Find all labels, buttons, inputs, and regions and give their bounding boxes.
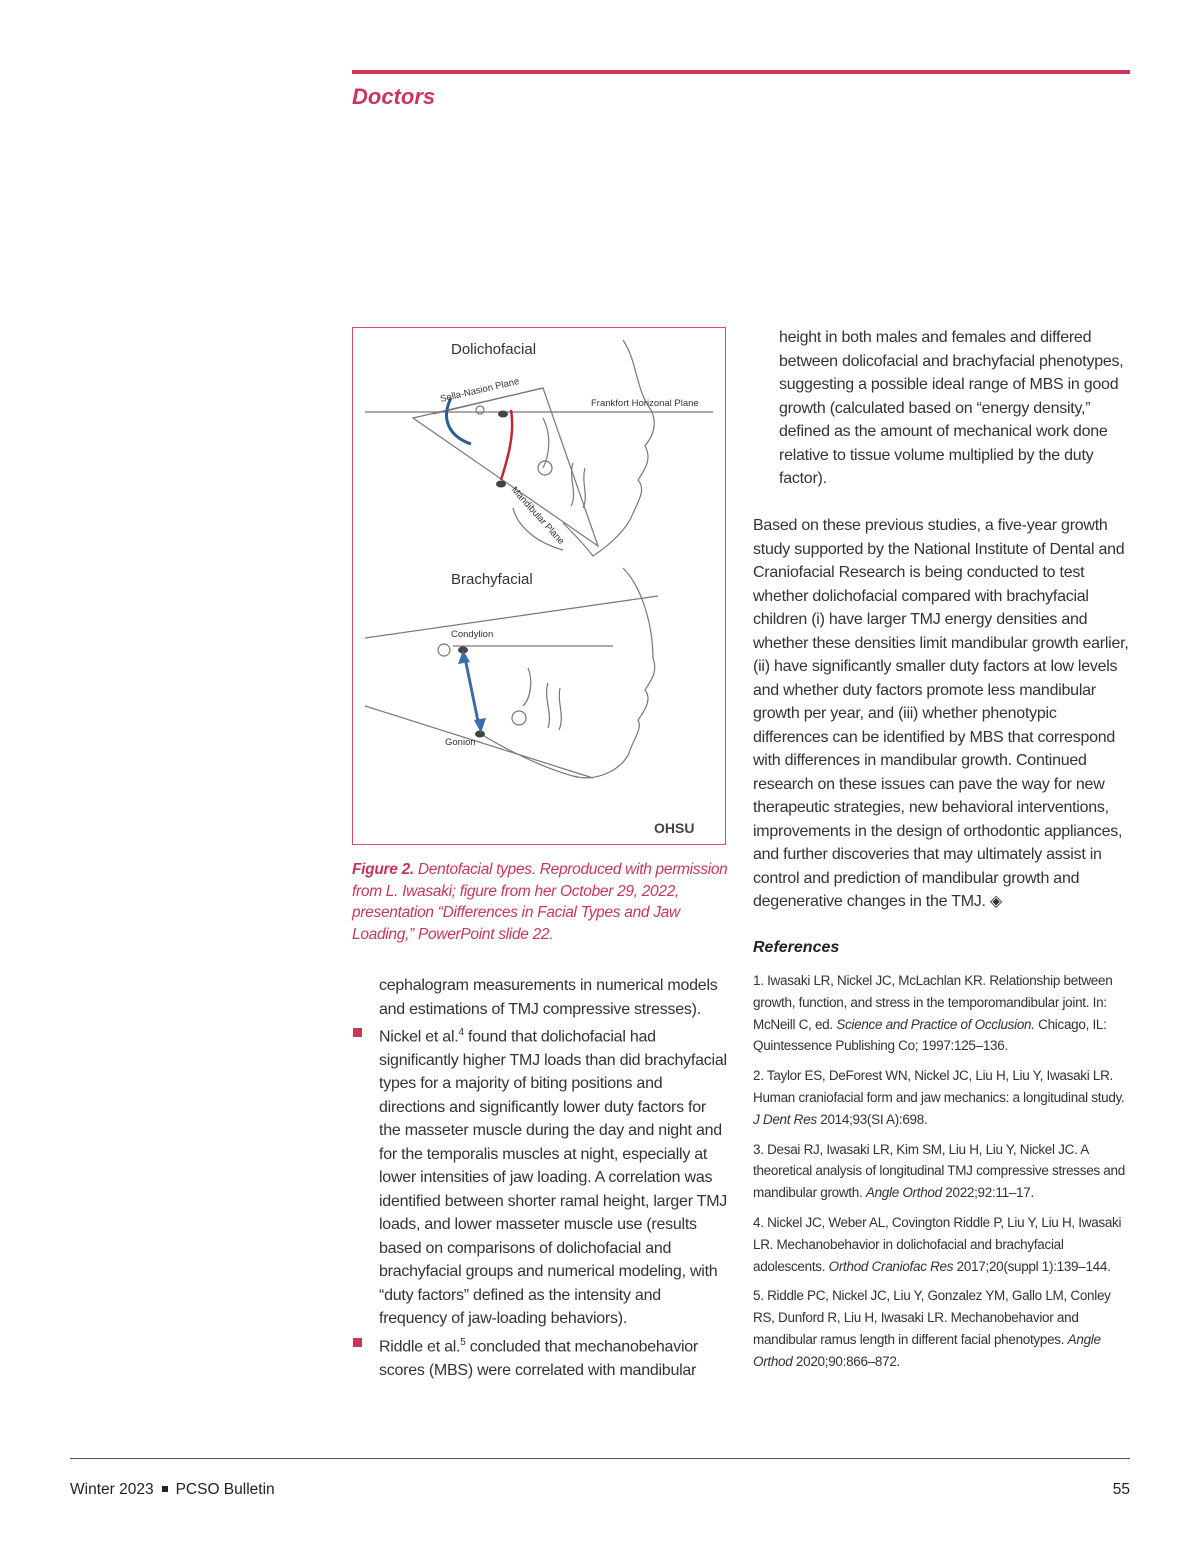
footer-title: PCSO Bulletin bbox=[175, 1481, 275, 1498]
footer-rule bbox=[70, 1458, 1130, 1459]
header-rule bbox=[352, 70, 1130, 74]
bullet-square-icon bbox=[353, 1338, 362, 1347]
right-paragraph bbox=[753, 514, 1131, 914]
footer-publication bbox=[70, 1481, 275, 1499]
brachy-profile bbox=[481, 568, 655, 778]
reference-item: 4. Nickel JC, Weber AL, Covington Riddle P, Liu Y, Liu H, Iwasaki LR. Mechanobehavior in dolichofacial and brachyfacial adolescents. Orthod Craniofac Res 2017;20(suppl 1):139–144. bbox=[753, 1214, 1122, 1274]
reference-item: 5. Riddle PC, Nickel JC, Liu Y, Gonzalez YM, Gallo LM, Conley RS, Dunford R, Liu H, Iwasaki LR. Mechanobehavior and mandibular ramus length in different facial phenotypes. Angle Orthod 2020;90:866–872. bbox=[753, 1288, 1111, 1369]
reference-item: 1. Iwasaki LR, Nickel JC, McLachlan KR. Relationship between growth, function, and stress in the temporomandibular joint. In: McNeill C, ed. Science and Practice of Occlusion. Chicago, IL: Quintessence Publishing Co; 1997:125–136. bbox=[753, 973, 1113, 1054]
bullet-nickel-text: found that dolichofacial had significantly higher TMJ loads than did brachyfacial types for a majority of biting positions and directions and significantly lower duty factors for the masseter muscle during the day and night and for the temporalis muscles at night, especially at lower intensities of jaw loading. A correlation was identified between shorter ramal height, larger TMJ loads, and lower masseter muscle use (results based on comparisons of dolichofacial and brachyfacial groups and numerical modeling, with “duty factors” defined as the intensity and frequency of jaw-loading behaviors). bbox=[379, 1028, 728, 1328]
sella-point bbox=[476, 406, 484, 414]
bullet-nickel bbox=[379, 1021, 731, 1331]
label-dolichofacial: Dolichofacial bbox=[451, 341, 537, 358]
figure-caption bbox=[352, 859, 732, 945]
gonion-point-dolicho bbox=[496, 481, 506, 488]
references-heading: References bbox=[753, 939, 840, 956]
footer-separator-icon bbox=[162, 1486, 168, 1492]
brachy-orbit bbox=[512, 711, 526, 725]
caption-text: Dentofacial types. Reproduced with permission from L. Iwasaki; figure from her October 29, 2022, presentation “Differences in Facial Types and Jaw Loading,” PowerPoint slide 22. bbox=[352, 861, 728, 943]
porion-point bbox=[498, 411, 508, 418]
caption-lead: Figure 2. bbox=[352, 861, 414, 878]
bullet-riddle bbox=[379, 1331, 731, 1382]
cephalogram-illustration bbox=[353, 328, 725, 844]
brachy-ramus bbox=[523, 668, 531, 706]
red-arc bbox=[501, 410, 512, 480]
bullet-riddle-text: concluded that mechanobehavior scores (MBS) were correlated with mandibular bbox=[379, 1338, 698, 1379]
brachy-ear bbox=[438, 644, 450, 656]
reference-item: 3. Desai RJ, Iwasaki LR, Kim SM, Liu H, Liu Y, Nickel JC. A theoretical analysis of longitudinal TMJ compressive stresses and mandibular growth. Angle Orthod 2022;92:11–17. bbox=[753, 1141, 1125, 1201]
label-brachyfacial: Brachyfacial bbox=[451, 571, 533, 588]
label-condylion: Condylion bbox=[451, 629, 494, 640]
bullet-nickel-author: Nickel et al. bbox=[379, 1028, 459, 1046]
label-frankfort: Frankfort Horizonal Plane bbox=[591, 398, 699, 409]
dolicho-profile bbox=[563, 340, 654, 556]
bullet-square-icon bbox=[353, 1028, 362, 1037]
arrow-head-bottom bbox=[474, 718, 486, 733]
ref-sup-5: 5 bbox=[460, 1336, 466, 1348]
left-column bbox=[379, 974, 731, 1382]
label-gonion: Gonion bbox=[445, 737, 476, 748]
brachy-sn-line bbox=[365, 596, 658, 638]
reference-item: 2. Taylor ES, DeForest WN, Nickel JC, Liu H, Liu Y, Iwasaki LR. Human craniofacial form and jaw mechanics: a longitudinal study. J Dent Res 2014;93(SI A):698. bbox=[753, 1068, 1125, 1127]
dolicho-teeth bbox=[571, 463, 585, 508]
footer-season: Winter 2023 bbox=[70, 1481, 154, 1498]
brachy-teeth bbox=[547, 683, 562, 730]
brachy-mandibular-line bbox=[365, 706, 593, 778]
page-number: 55 bbox=[1112, 1481, 1130, 1498]
left-continuation: cephalogram measurements in numerical models and estimations of TMJ compressive stresses). bbox=[379, 977, 718, 1018]
end-mark-icon: ◈ bbox=[989, 893, 1003, 910]
label-mandibular-plane: Mandibular Plane bbox=[508, 484, 567, 547]
label-ohsu: OHSU bbox=[654, 820, 695, 836]
references-list bbox=[753, 970, 1131, 1381]
ref-sup-4: 4 bbox=[458, 1027, 464, 1038]
gonion-point bbox=[475, 731, 485, 738]
figure-2 bbox=[352, 327, 726, 845]
right-continuation: height in both males and females and differed between dolicofacial and brachyfacial phenotypes, suggesting a possible ideal range of MBS in good growth (calculated based on “energy density,” defined as the amount of mechanical work done relative to tissue volume multiplied by the duty factor). bbox=[779, 329, 1124, 487]
label-sella-nasion: Sella-Nasion Plane bbox=[439, 376, 521, 405]
section-title: Doctors bbox=[352, 84, 436, 109]
ramus-height-arrow bbox=[465, 658, 479, 726]
bullet-riddle-author: Riddle et al. bbox=[379, 1338, 461, 1356]
right-paragraph-text: Based on these previous studies, a five-year growth study supported by the National Institute of Dental and Craniofacial Research is being conducted to test whether dolichofacial compared with brachyfacial children (i) have larger TMJ energy densities and whether these densities limit mandibular growth earlier, (ii) have significantly smaller duty factors at low levels and whether duty factors promote less mandibular growth per year, and (iii) whether phenotypic differences can be identified by MBS that correspond with differences in mandibular growth. Continued research on these issues can pave the way for new therapeutic strategies, new behavioral interventions, improvements in the design of orthodontic appliances, and further discoveries that may ultimately assist in control and prediction of mandibular growth and degenerative changes in the TMJ. bbox=[753, 517, 1129, 910]
